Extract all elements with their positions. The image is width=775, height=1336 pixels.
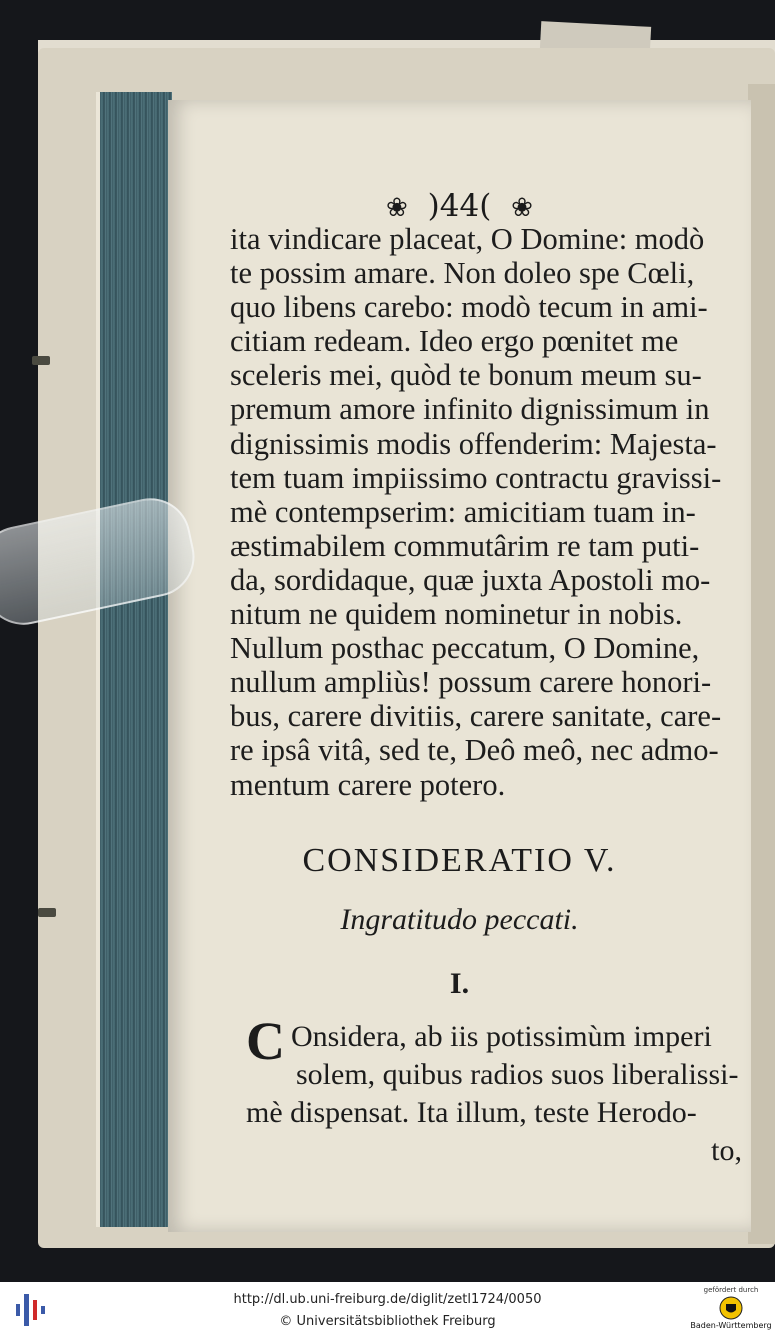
text-line: te possim amare. Non doleo spe Cœli, bbox=[230, 256, 695, 291]
page-block-edge bbox=[100, 92, 172, 1227]
text-line: re ipsâ vitâ, sed te, Deô meô, nec admo- bbox=[230, 733, 719, 768]
binding-nail bbox=[32, 356, 50, 365]
text-line: citiam redeam. Ideo ergo pœnitet me bbox=[230, 324, 679, 359]
text-line: tem tuam impiissimo contractu gravissi- bbox=[230, 460, 722, 495]
text-line: quo libens carebo: modò tecum in ami- bbox=[230, 290, 708, 325]
section-subheading: Ingratitudo peccati. bbox=[340, 903, 579, 936]
section-number: I. bbox=[449, 967, 470, 1000]
drop-cap: C bbox=[246, 1011, 285, 1071]
book-page bbox=[168, 100, 751, 1232]
text-line: æstimabilem commutârim re tam puti- bbox=[230, 528, 700, 563]
catchword: to, bbox=[711, 1134, 742, 1167]
copyright-text: © Universitätsbibliothek Freiburg bbox=[279, 1314, 496, 1329]
text-line: nullum ampliùs! possum carere honori- bbox=[230, 665, 712, 700]
section-heading: CONSIDERATIO V. bbox=[302, 842, 617, 879]
text-line: sceleris mei, quòd te bonum meum su- bbox=[230, 358, 702, 393]
text-line: da, sordidaque, quæ juxta Apostoli mo- bbox=[230, 562, 711, 597]
text-line: premum amore infinito dignissimum in bbox=[230, 392, 710, 427]
text-line: bus, carere divitiis, carere sanitate, care- bbox=[230, 699, 722, 734]
page-right-edge bbox=[748, 84, 775, 1244]
text-line: mè dispensat. Ita illum, teste Herodo- bbox=[246, 1096, 697, 1129]
paragraph bbox=[246, 1011, 742, 1170]
text-line: dignissimis modis offenderim: Majesta- bbox=[230, 426, 717, 461]
ornament-icon: ❀ bbox=[511, 192, 533, 223]
sponsor-block bbox=[690, 1286, 772, 1330]
text-line: mentum carere potero. bbox=[230, 767, 506, 802]
text-line: mè contempserim: amicitiam tuam in- bbox=[230, 494, 696, 529]
text-line: nitum ne quidem nominetur in nobis. bbox=[230, 597, 683, 632]
sponsor-label: gefördert durch bbox=[703, 1286, 759, 1294]
text-line: ita vindicare placeat, O Domine: modò bbox=[230, 222, 705, 256]
body-text bbox=[230, 222, 738, 802]
sponsor-name: Baden-Württemberg bbox=[690, 1321, 772, 1330]
footer-bar bbox=[0, 1282, 775, 1336]
coat-of-arms-icon bbox=[719, 1296, 743, 1320]
source-url[interactable]: http://dl.ub.uni-freiburg.de/diglit/zetl1724/0050 bbox=[233, 1292, 542, 1307]
page-header bbox=[168, 188, 751, 224]
ornament-icon: ❀ bbox=[386, 192, 408, 223]
text-line: Onsidera, ab iis potissimùm imperi bbox=[291, 1020, 712, 1053]
page-number: )44( bbox=[427, 188, 492, 224]
text-line: solem, quibus radios suos liberalissi- bbox=[296, 1058, 739, 1091]
text-line: Nullum posthac peccatum, O Domine, bbox=[230, 631, 700, 666]
binding-nail bbox=[38, 908, 56, 917]
